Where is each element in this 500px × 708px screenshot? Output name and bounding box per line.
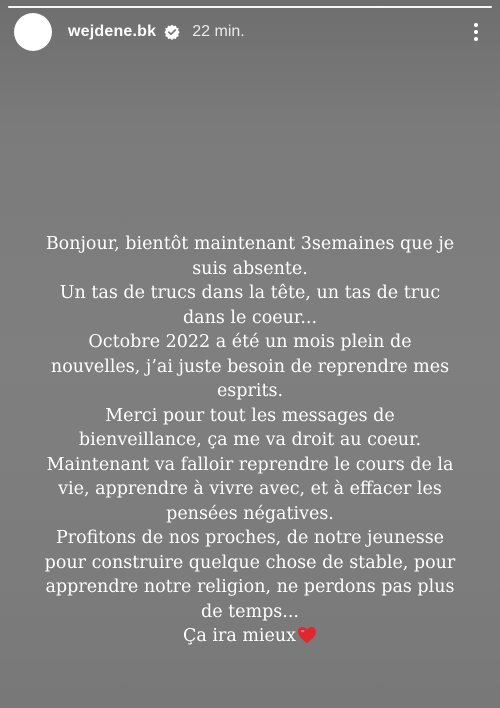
story-text-block [20, 232, 480, 649]
story-text-line [20, 330, 480, 355]
story-text-line-content: suis absente. [192, 258, 308, 279]
more-vertical-icon[interactable] [466, 18, 486, 46]
story-text-line [20, 306, 480, 331]
story-text-line-content: pour construire quelque chose de stable, pour [44, 552, 456, 573]
story-text-line [20, 477, 480, 502]
story-text-line-content: Octobre 2022 a été un mois plein de [88, 332, 412, 352]
story-text-line [20, 257, 480, 282]
story-text-line-content: Maintenant va falloir reprendre le cours de la [46, 454, 454, 475]
story-text-line-content: esprits. [216, 381, 284, 401]
story-text-line [20, 526, 480, 551]
story-text-line-content: vie, apprendre à vivre avec, et à effacer les [58, 479, 442, 499]
username[interactable]: wejdene.bk [68, 23, 157, 40]
story-text-line-content: dans le coeur... [182, 307, 318, 328]
story-text-line-content: Un tas de trucs dans la tête, un tas de truc [59, 283, 441, 303]
avatar[interactable] [14, 13, 52, 51]
post-timestamp: 22 min. [192, 23, 245, 40]
story-progress-fill [8, 6, 492, 8]
verified-badge-icon [164, 24, 180, 40]
red-heart-icon [297, 626, 317, 644]
story-text-line [20, 502, 480, 527]
story-text-line-content: apprendre notre religion, ne perdons pas plus [45, 577, 455, 597]
story-text-line [20, 404, 480, 429]
story-text-line-content: bienveillance, ça me va droit au coeur. [78, 430, 422, 450]
story-text-line [20, 232, 480, 257]
story-text-line [20, 379, 480, 404]
story-text-line-content: Ça ira mieux [182, 626, 297, 646]
story-text-line-content: nouvelles, j’ai juste besoin de reprendre mes [50, 356, 450, 377]
story-progress-bar [8, 6, 492, 8]
story-text-line [20, 453, 480, 478]
story-text-line [20, 600, 480, 625]
story-text-line-content: de temps... [201, 601, 299, 622]
story-text-line [20, 355, 480, 380]
story-text-line [20, 551, 480, 576]
story-text-line [20, 281, 480, 306]
story-text-line-content: Bonjour, bientôt maintenant 3semaines que je [45, 234, 455, 254]
story-text-line-content: Merci pour tout les messages de [105, 405, 395, 426]
story-header [14, 12, 486, 52]
story-text-line-content: Profitons de nos proches, de notre jeunesse [55, 528, 445, 548]
story-text-line [20, 624, 480, 649]
story-text-line-content: pensées négatives. [166, 503, 334, 524]
story-text-line [20, 575, 480, 600]
story-text-line [20, 428, 480, 453]
